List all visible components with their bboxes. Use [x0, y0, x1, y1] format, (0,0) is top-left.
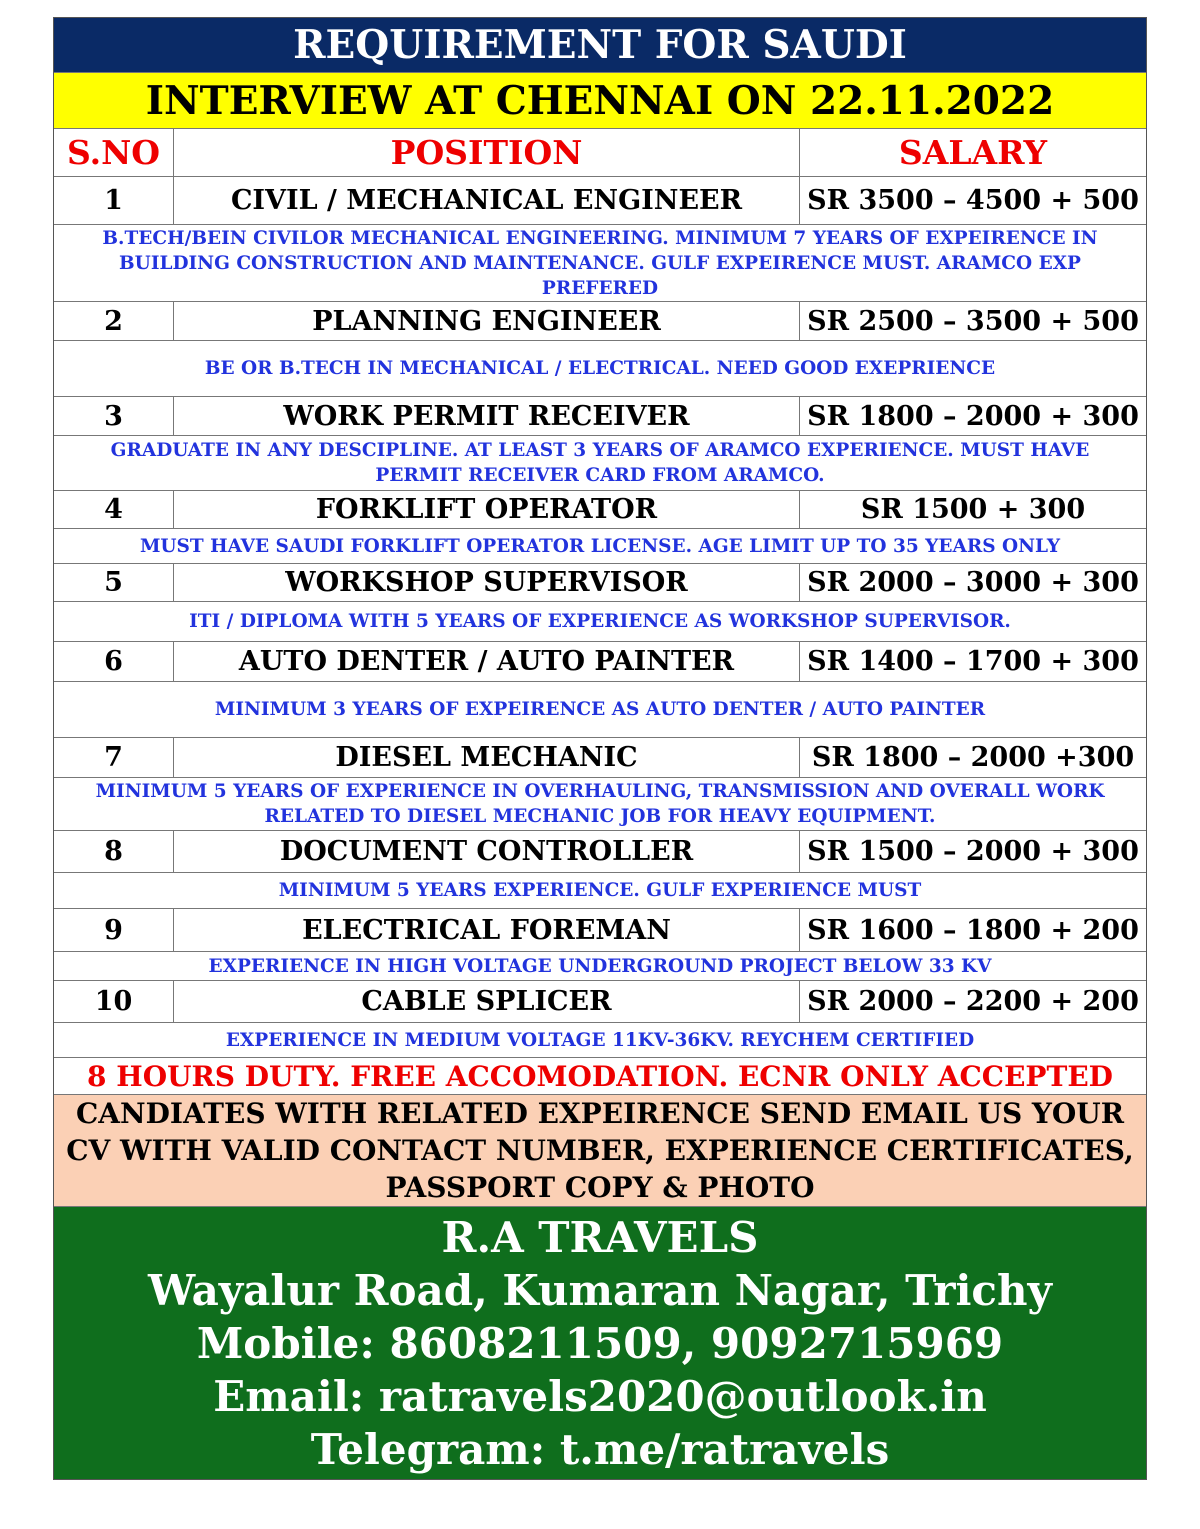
job-description: EXPERIENCE IN HIGH VOLTAGE UNDERGROUND PROJECT BELOW 33 KV — [54, 952, 1146, 981]
job-position: FORKLIFT OPERATOR — [174, 491, 800, 528]
job-position: ELECTRICAL FOREMAN — [174, 909, 800, 951]
job-sno: 8 — [54, 831, 174, 872]
table-row — [54, 397, 1146, 436]
job-sno: 3 — [54, 397, 174, 435]
company-address: Wayalur Road, Kumaran Nagar, Trichy — [148, 1266, 1052, 1315]
job-sno: 6 — [54, 642, 174, 681]
job-description: MINIMUM 5 YEARS OF EXPERIENCE IN OVERHAULING, TRANSMISSION AND OVERALL WORK RELATED TO DIESEL MECHANIC JOB FOR HEAVY EQUIPMENT. — [54, 778, 1146, 831]
job-description: MINIMUM 5 YEARS EXPERIENCE. GULF EXPERIENCE MUST — [54, 873, 1146, 909]
job-description: BE OR B.TECH IN MECHANICAL / ELECTRICAL. NEED GOOD EXEPRIENCE — [54, 341, 1146, 397]
job-position: DOCUMENT CONTROLLER — [174, 831, 800, 872]
job-description: ITI / DIPLOMA WITH 5 YEARS OF EXPERIENCE AS WORKSHOP SUPERVISOR. — [54, 602, 1146, 642]
job-salary: SR 2500 – 3500 + 500 — [807, 305, 1139, 337]
job-salary: SR 1600 – 1800 + 200 — [807, 914, 1139, 946]
salary-header: SALARY — [898, 133, 1048, 172]
table-row — [54, 642, 1146, 682]
job-sno: 1 — [54, 177, 174, 224]
job-sno: 2 — [54, 302, 174, 340]
job-description: GRADUATE IN ANY DESCIPLINE. AT LEAST 3 YEARS OF ARAMCO EXPERIENCE. MUST HAVE PERMIT RECEIVER CARD FROM ARAMCO. — [54, 436, 1146, 491]
table-row — [54, 981, 1146, 1023]
position-header: POSITION — [174, 129, 800, 176]
job-description: MINIMUM 3 YEARS OF EXPEIRENCE AS AUTO DENTER / AUTO PAINTER — [54, 682, 1146, 738]
table-row — [54, 909, 1146, 952]
job-description: EXPERIENCE IN MEDIUM VOLTAGE 11KV-36KV. REYCHEM CERTIFIED — [54, 1023, 1146, 1058]
job-position: WORK PERMIT RECEIVER — [174, 397, 800, 435]
job-salary: SR 2000 – 2200 + 200 — [807, 986, 1139, 1017]
job-description: MUST HAVE SAUDI FORKLIFT OPERATOR LICENSE. AGE LIMIT UP TO 35 YEARS ONLY — [54, 529, 1146, 564]
table-row — [54, 738, 1146, 778]
company-name: R.A TRAVELS — [441, 1213, 759, 1262]
job-sno: 5 — [54, 564, 174, 601]
job-sno: 10 — [54, 981, 174, 1022]
apply-line-1: CANDIATES WITH RELATED EXPEIRENCE SEND EMAIL US YOUR — [76, 1097, 1124, 1130]
job-salary: SR 1800 – 2000 +300 — [811, 742, 1135, 773]
job-salary: SR 3500 – 4500 + 500 — [807, 185, 1139, 216]
job-position: DIESEL MECHANIC — [174, 738, 800, 777]
job-position: CIVIL / MECHANICAL ENGINEER — [174, 177, 800, 224]
sno-header: S.NO — [54, 129, 174, 176]
job-position: AUTO DENTER / AUTO PAINTER — [174, 642, 800, 681]
job-salary: SR 1500 + 300 — [860, 494, 1086, 525]
telegram-link: Telegram: t.me/ratravels — [310, 1425, 890, 1474]
job-advert-sheet — [53, 17, 1147, 1480]
job-position: WORKSHOP SUPERVISOR — [174, 564, 800, 601]
duty-note: 8 HOURS DUTY. FREE ACCOMODATION. ECNR ONLY ACCEPTED — [54, 1058, 1146, 1095]
table-row — [54, 831, 1146, 873]
job-sno: 9 — [54, 909, 174, 951]
table-row — [54, 177, 1146, 225]
apply-line-2: CV WITH VALID CONTACT NUMBER, EXPERIENCE CERTIFICATES, — [66, 1134, 1134, 1167]
apply-line-3: PASSPORT COPY & PHOTO — [385, 1171, 815, 1204]
job-salary: SR 1500 – 2000 + 300 — [807, 836, 1139, 867]
mobile-numbers: Mobile: 8608211509, 9092715969 — [196, 1319, 1004, 1368]
email-address: Email: ratravels2020@outlook.in — [213, 1372, 987, 1421]
job-position: CABLE SPLICER — [174, 981, 800, 1022]
job-salary: SR 2000 – 3000 + 300 — [807, 567, 1139, 598]
job-salary: SR 1400 – 1700 + 300 — [807, 646, 1139, 677]
job-description: B.TECH/BEIN CIVILOR MECHANICAL ENGINEERING. MINIMUM 7 YEARS OF EXPEIRENCE IN BUILDING CONSTRUCTION AND MAINTENANCE. GULF EXPEIRENCE MUST. ARAMCO EXP PREFERED — [54, 225, 1146, 302]
table-row — [54, 491, 1146, 529]
job-sno: 4 — [54, 491, 174, 528]
advert-title: REQUIREMENT FOR SAUDI — [54, 18, 1146, 73]
table-row — [54, 302, 1146, 341]
table-row — [54, 564, 1146, 602]
job-salary: SR 1800 – 2000 + 300 — [807, 400, 1139, 432]
job-position: PLANNING ENGINEER — [174, 302, 800, 340]
apply-instructions — [54, 1095, 1146, 1207]
job-sno: 7 — [54, 738, 174, 777]
table-header — [54, 129, 1146, 177]
interview-banner: INTERVIEW AT CHENNAI ON 22.11.2022 — [54, 73, 1146, 129]
contact-block — [54, 1207, 1146, 1479]
